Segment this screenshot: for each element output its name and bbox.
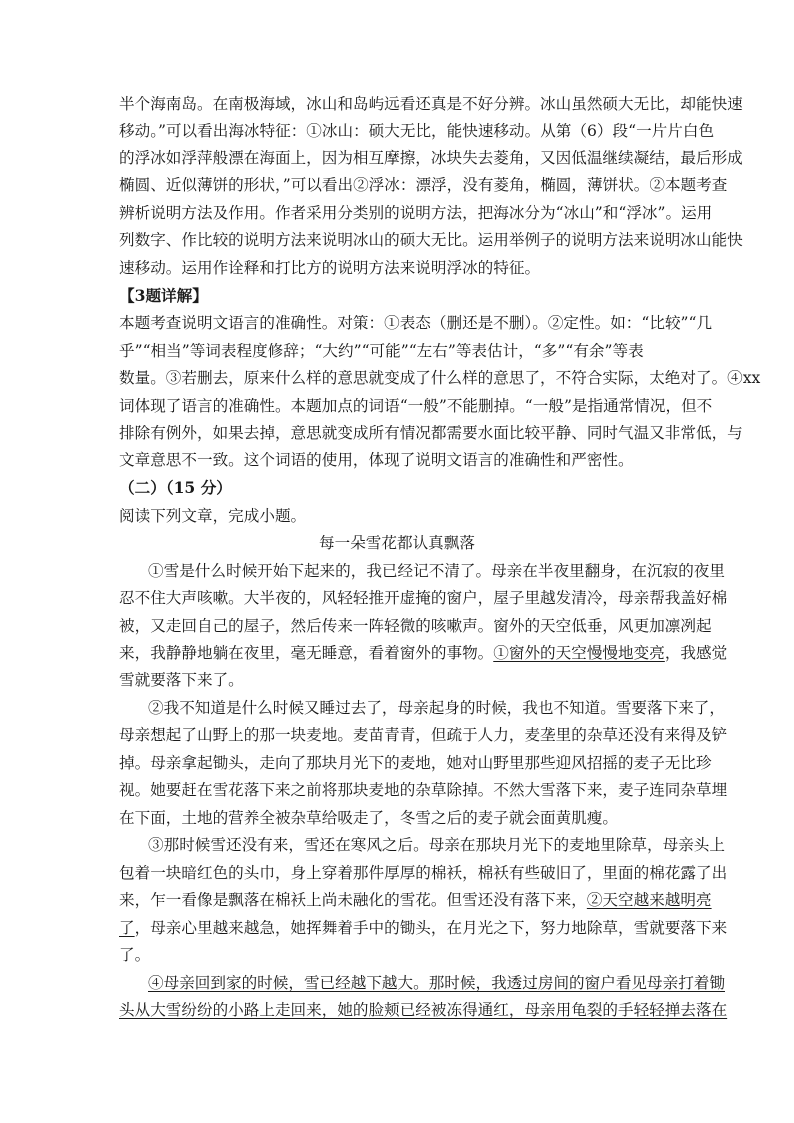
text-line: [119, 918, 727, 938]
text-line: ②我不知道是什么时候又睡过去了，母亲起身的时候，我也不知道。雪要落下来了，: [148, 699, 725, 717]
text-line: 乎”“相当”等词表程度修辞；“大约”“可能”“左右”等表估计，“多”“有余”等表: [119, 342, 644, 360]
instruction: 阅读下列文章，完成小题。: [119, 507, 307, 525]
text-line: 的浮冰如浮萍般漂在海面上，因为相互摩擦，冰块失去菱角，又因低温继续凝结，最后形成: [119, 149, 743, 167]
text-line: 半个海南岛。在南极海域，冰山和岛屿远看还真是不好分辨。冰山虽然硕大无比，却能快速: [119, 95, 743, 113]
text-segment: 来，我静静地躺在夜里，毫无睡意，看着窗外的事物。: [119, 644, 494, 662]
text-line: 本题考查说明文语言的准确性。对策：①表态（删还是不删）。②定性。如：“比较”“几: [119, 314, 713, 332]
text-line: 词体现了语言的准确性。本题加点的词语“一般”不能删掉。“一般”是指通常情况，但不: [119, 397, 713, 415]
question-3-heading: 【3题详解】: [119, 286, 208, 305]
text-line: 包着一块暗红色的头巾，身上穿着那件厚厚的棉袄，棉袄有些破旧了，里面的棉花露了出: [119, 864, 728, 882]
text-line: 速移动。运用作诠释和打比方的说明方法来说明浮冰的特征。: [119, 259, 541, 277]
text-line: 了。: [119, 946, 151, 964]
text-line: ①雪是什么时候开始下起来的，我已经记不清了。母亲在半夜里翻身，在沉寂的夜里: [148, 562, 725, 580]
text-segment: ，母亲心里越来越急，她挥舞着手中的锄头，在月光之下，努力地除草，雪就要落下来: [134, 919, 728, 937]
text-line: 数量。③若删去，原来什么样的意思就变成了什么样的意思了，不符合实际，太绝对了。④xx: [119, 369, 761, 387]
underlined-sentence-4: ④母亲回到家的时候，雪已经越下越大。那时候，我透过房间的窗户看见母亲打着锄: [148, 974, 725, 992]
section-heading: （二）（15 分）: [119, 478, 232, 497]
underlined-sentence-2-end: 了: [119, 919, 135, 937]
text-segment: 来，乍一看像是飘落在棉袄上尚未融化的雪花。但雪还没有落下来，: [119, 891, 587, 909]
text-line: [119, 643, 727, 663]
text-line: 列数字、作比较的说明方法来说明冰山的硕大无比。运用举例子的说明方法来说明冰山能快: [119, 231, 743, 249]
text-segment: ，我感觉: [664, 644, 728, 662]
text-line: 排除有例外，如果去掉，意思就变成所有情况都需要水面比较平静、同时气温又非常低，与: [119, 424, 743, 442]
text-line: 文章意思不一致。这个词语的使用，体现了说明文语言的准确性和严密性。: [119, 451, 634, 469]
article-title: 每一朵雪花都认真飘落: [319, 534, 475, 552]
text-line: 在下面，土地的营养全被杂草给吸走了，冬雪之后的麦子就会面黄肌瘦。: [119, 809, 619, 827]
text-line: 被，又走回自己的屋子，然后传来一阵轻微的咳嗽声。窗外的天空低垂，风更加凛冽起: [119, 617, 712, 635]
text-line: 母亲想起了山野上的那一块麦地。麦苗青青，但疏于人力，麦垄里的杂草还没有来得及铲: [119, 726, 728, 744]
text-line: 视。她要赶在雪花落下来之前将那块麦地的杂草除掉。不然大雪落下来，麦子连同杂草埋: [119, 781, 728, 799]
text-line: 椭圆、近似薄饼的形状，”可以看出②浮冰：漂浮，没有菱角，椭圆，薄饼状。②本题考查: [119, 176, 728, 194]
underlined-sentence-1: ①窗外的天空慢慢地变亮: [493, 644, 665, 662]
text-line: ③那时候雪还没有来，雪还在寒风之后。母亲在那块月光下的麦地里除草，母亲头上: [148, 836, 725, 854]
text-line: 忍不住大声咳嗽。大半夜的，风轻轻推开虚掩的窗户，屋子里越发清冷，母亲帮我盖好棉: [119, 589, 728, 607]
underlined-sentence-2: ②天空越来越明亮: [586, 891, 712, 909]
text-line: 移动。”可以看出海冰特征：①冰山：硕大无比，能快速移动。从第（6）段“一片片白色: [119, 122, 715, 140]
underlined-sentence-4-cont: 头从大雪纷纷的小路上走回来，她的脸颊已经被冻得通红，母亲用龟裂的手轻轻掸去落在: [119, 1001, 728, 1019]
text-line: 辨析说明方法及作用。作者采用分类别的说明方法，把海冰分为“冰山”和“浮冰”。运用: [119, 204, 713, 222]
text-line: 雪就要落下来了。: [119, 671, 244, 689]
text-line: 掉。母亲拿起锄头，走向了那块月光下的麦地，她对山野里那些迎风招摇的麦子无比珍: [119, 754, 712, 772]
text-line: [119, 890, 712, 910]
